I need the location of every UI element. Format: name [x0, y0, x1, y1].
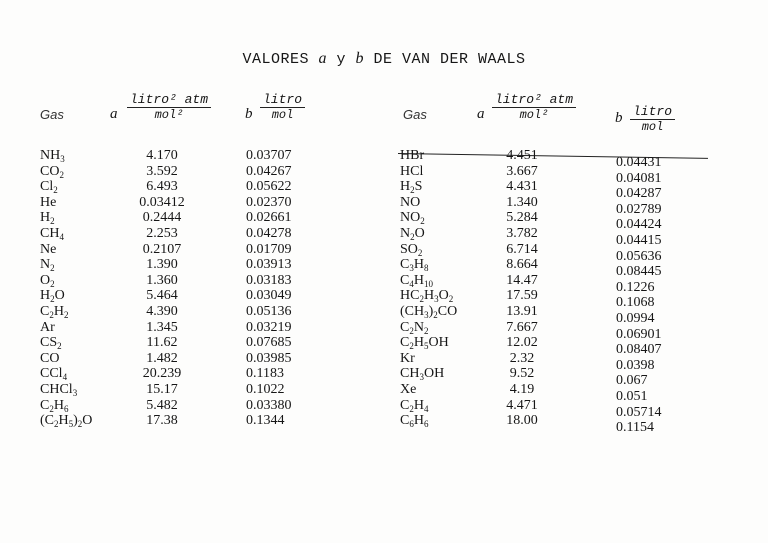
b-value: 0.1226 — [616, 279, 655, 295]
gas-formula: $(CH_3)_2CO$ — [400, 303, 458, 320]
a-value: 8.664 — [506, 257, 538, 273]
b-value: 0.05136 — [246, 303, 292, 319]
b-value: 0.04278 — [246, 225, 292, 241]
gas-formula: $CH_4$ — [40, 225, 64, 242]
b-value: 0.04431 — [616, 155, 662, 170]
a-value: 1.390 — [146, 257, 178, 273]
gas-formula: $H_2$ — [40, 210, 55, 227]
b-value: 0.0398 — [616, 357, 655, 373]
a-value: 1.345 — [146, 319, 178, 335]
b-value: 0.02789 — [616, 201, 662, 217]
gas-formula: $C_2N_2$ — [400, 319, 429, 336]
gas-formula: Ne — [40, 241, 57, 257]
left-b-symbol: b — [245, 106, 253, 122]
gas-formula: $N_2O$ — [400, 225, 425, 242]
b-value: 0.04424 — [616, 217, 662, 233]
b-value: 0.03183 — [246, 272, 292, 288]
a-value: 5.464 — [146, 288, 178, 304]
a-value: 13.91 — [506, 303, 538, 319]
gas-formula: $NH_3$ — [40, 148, 65, 164]
b-value: 0.03913 — [246, 257, 292, 273]
b-value: 0.1022 — [246, 381, 285, 397]
b-value: 0.1183 — [246, 366, 284, 382]
a-value: 9.52 — [509, 366, 535, 382]
b-value: 0.03049 — [246, 288, 292, 304]
a-value: 3.592 — [146, 163, 178, 179]
gas-formula: $CO_2$ — [40, 163, 64, 180]
gas-formula: CO — [40, 350, 60, 366]
right-a-units: litro² atm mol² — [492, 92, 576, 122]
gas-formula: $O_2$ — [40, 272, 55, 289]
a-value: 4.451 — [506, 148, 538, 163]
gas-formula: $H_2S$ — [400, 179, 423, 196]
a-value: 11.62 — [146, 335, 178, 351]
b-value: 0.04415 — [616, 232, 662, 248]
a-value: 4.471 — [506, 397, 538, 413]
a-value: 6.714 — [506, 241, 538, 257]
a-value: 5.284 — [506, 210, 538, 226]
a-value: 17.59 — [506, 288, 538, 304]
gas-formula: $C_2H_5OH$ — [400, 335, 449, 352]
a-value: 1.340 — [506, 194, 538, 210]
gas-formula: $C_2H_6$ — [40, 397, 69, 414]
gas-formula: $Cl_2$ — [40, 179, 58, 196]
b-value: 0.02661 — [246, 210, 292, 226]
a-value: 7.667 — [506, 319, 538, 335]
b-value: 0.05622 — [246, 179, 292, 195]
gas-formula: $C_2H_4$ — [400, 397, 429, 414]
a-value: 20.239 — [142, 366, 182, 382]
gas-formula: $C_6H_6$ — [400, 413, 429, 430]
a-value: 0.2444 — [142, 210, 182, 226]
a-value: 0.03412 — [139, 194, 185, 210]
left-a-column — [127, 148, 197, 429]
gas-formula: $CS_2$ — [40, 335, 62, 352]
left-a-units: litro² atm mol² — [127, 92, 211, 122]
left-b-column — [246, 148, 292, 429]
b-value: 0.1068 — [616, 295, 655, 311]
b-value: 0.04267 — [246, 163, 292, 179]
left-a-symbol: a — [110, 106, 118, 122]
gas-formula: $N_2$ — [40, 257, 55, 274]
gas-formula: $(C_2H_5)_2O$ — [40, 413, 93, 430]
b-value: 0.04081 — [616, 170, 662, 186]
gas-formula: $C_3H_8$ — [400, 257, 429, 274]
b-value: 0.01709 — [246, 241, 292, 257]
gas-formula: $CH_3OH$ — [400, 366, 445, 383]
right-b-column — [616, 155, 662, 436]
b-value: 0.03985 — [246, 350, 292, 366]
gas-formula: $NO_2$ — [400, 210, 425, 227]
b-value: 0.03707 — [246, 148, 292, 163]
b-value: 0.05636 — [616, 248, 662, 264]
a-value: 4.390 — [146, 303, 178, 319]
gas-formula: $C_2H_2$ — [40, 303, 69, 320]
right-b-units: litro mol — [630, 104, 675, 134]
right-gas-header: Gas — [403, 107, 427, 122]
b-value: 0.1154 — [616, 420, 654, 436]
a-value: 5.482 — [146, 397, 178, 413]
a-value: 4.170 — [146, 148, 178, 163]
b-value: 0.06901 — [616, 326, 662, 342]
left-b-units: litro mol — [260, 92, 305, 122]
gas-formula: CHCl$_3$ — [40, 381, 78, 398]
b-value: 0.04287 — [616, 186, 662, 202]
gas-formula: $SO_2$ — [400, 241, 423, 258]
gas-formula: HCl — [400, 163, 424, 179]
a-value: 2.253 — [146, 225, 178, 241]
a-value: 14.47 — [506, 272, 538, 288]
a-value: 6.493 — [146, 179, 178, 195]
a-value: 0.2107 — [142, 241, 182, 257]
gas-formula: CCl$_4$ — [40, 366, 68, 383]
left-gas-column — [40, 148, 92, 429]
page-title: VALORES a y b DE VAN DER WAALS — [242, 50, 526, 68]
b-value: 0.05714 — [616, 404, 662, 420]
b-value: 0.08407 — [616, 342, 662, 358]
gas-formula: $HC_2H_3O_2$ — [400, 288, 454, 305]
b-value: 0.08445 — [616, 264, 662, 280]
a-value: 17.38 — [146, 413, 178, 429]
a-value: 4.19 — [509, 381, 535, 397]
b-value: 0.1344 — [246, 413, 285, 429]
a-value: 3.667 — [506, 163, 538, 179]
right-gas-column — [400, 148, 457, 429]
a-value: 15.17 — [146, 381, 178, 397]
right-b-symbol: b — [615, 110, 623, 126]
b-value: 0.03219 — [246, 319, 292, 335]
b-value: 0.051 — [616, 388, 648, 404]
gas-formula: He — [40, 194, 57, 210]
a-value: 2.32 — [509, 350, 535, 366]
b-value: 0.03380 — [246, 397, 292, 413]
a-value: 12.02 — [506, 335, 538, 351]
b-value: 0.07685 — [246, 335, 292, 351]
left-gas-header: Gas — [40, 107, 64, 122]
gas-formula: $C_4H_{10}$ — [400, 272, 433, 289]
gas-formula: HBr — [400, 148, 425, 163]
gas-formula: Xe — [400, 381, 417, 397]
right-a-symbol: a — [477, 106, 485, 122]
gas-formula: NO — [400, 194, 421, 210]
a-value: 18.00 — [506, 413, 538, 429]
right-a-column — [488, 148, 556, 429]
gas-formula: Kr — [400, 350, 415, 366]
a-value: 4.431 — [506, 179, 538, 195]
b-value: 0.067 — [616, 373, 648, 389]
gas-formula: Ar — [40, 319, 55, 335]
b-value: 0.0994 — [616, 310, 655, 326]
a-value: 1.360 — [146, 272, 178, 288]
gas-formula: $H_2O$ — [40, 288, 65, 305]
a-value: 1.482 — [146, 350, 178, 366]
b-value: 0.02370 — [246, 194, 292, 210]
a-value: 3.782 — [506, 225, 538, 241]
